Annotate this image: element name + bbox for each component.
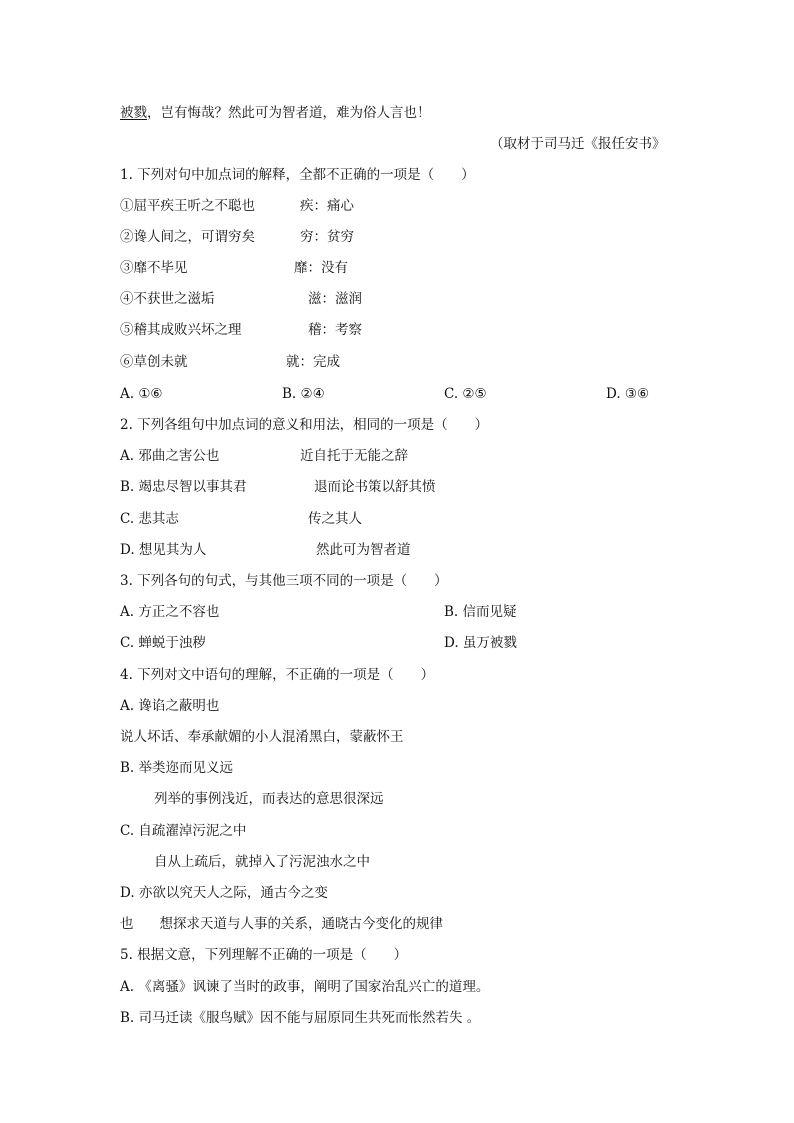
q2-option-second: 传之其人	[308, 511, 362, 527]
question-1-stem: 1. 下列对句中加点词的解释，全都不正确的一项是（ ）	[120, 167, 475, 183]
q4-option-d-explanation: 想探求天道与人事的关系，通晓古今变化的规律	[159, 916, 443, 932]
q2-option-first: B. 竭忠尽智以事其君	[120, 479, 247, 495]
q3-option-d: D. 虽万被戮	[444, 635, 517, 651]
q4-option-d-continuation	[120, 915, 443, 933]
q4-option-c: C. 自疏濯淖污泥之中	[120, 823, 247, 839]
intro-line	[120, 104, 431, 122]
q1-item-text: ①屈平疾王听之不聪也	[120, 198, 255, 214]
q2-option-first: A. 邪曲之害公也	[120, 448, 220, 464]
question-2-stem: 2. 下列各组句中加点词的意义和用法，相同的一项是（ ）	[120, 417, 489, 433]
q1-item-text: ③靡不毕见	[120, 260, 188, 276]
q1-item-gloss: 滋：滋润	[308, 291, 362, 307]
q1-item-text: ⑤稽其成败兴坏之理	[120, 322, 242, 338]
q4-option-b: B. 举类迩而见义远	[120, 760, 234, 776]
q1-item-text: ②谗人间之，可谓穷矣	[120, 229, 255, 245]
q4-option-d: D. 亦欲以究天人之际，通古今之变	[120, 885, 328, 901]
intro-underlined-word: 被戮	[120, 105, 147, 121]
q4-option-a-explanation: 说人坏话、奉承献媚的小人混淆黑白，蒙蔽怀王	[120, 729, 404, 745]
q1-item-gloss: 就：完成	[286, 354, 340, 370]
question-3-stem: 3. 下列各句的句式，与其他三项不同的一项是（ ）	[120, 573, 448, 589]
q1-item-gloss: 稽：考察	[308, 322, 362, 338]
q5-option-a: A. 《离骚》讽谏了当时的政事，阐明了国家治乱兴亡的道理。	[120, 979, 490, 995]
q5-option-b: B. 司马迁读《服鸟赋》因不能与屈原同生共死而怅然若失 。	[120, 1010, 481, 1026]
source-note: （取材于司马迁《报任安书》	[490, 136, 666, 152]
q2-option-second: 然此可为智者道	[316, 542, 411, 558]
q2-option-second: 近自托于无能之辞	[300, 448, 408, 464]
q2-option-second: 退而论书策以舒其愤	[314, 479, 436, 495]
q4-option-a: A. 谗谄之蔽明也	[120, 698, 220, 714]
q1-option-b: B. ②④	[282, 386, 325, 402]
q3-option-c: C. 蝉蜕于浊秽	[120, 635, 206, 651]
q2-option-first: C. 悲其志	[120, 511, 179, 527]
q1-item-text: ⑥草创未就	[120, 354, 188, 370]
q4-option-b-explanation: 列举的事例浅近，而表达的意思很深远	[154, 791, 384, 807]
q1-item-gloss: 靡：没有	[294, 260, 348, 276]
intro-text: ，岂有悔哉？然此可为智者道，难为俗人言也！	[147, 105, 431, 121]
q3-option-a: A. 方正之不容也	[120, 604, 220, 620]
q3-option-b: B. 信而见疑	[444, 604, 517, 620]
q2-option-first: D. 想见其为人	[120, 542, 207, 558]
q1-option-d: D. ③⑥	[606, 386, 650, 402]
q4-option-d-tail: 也	[120, 916, 134, 932]
q1-option-a: A. ①⑥	[120, 386, 163, 402]
q1-item-gloss: 穷：贫穷	[300, 229, 354, 245]
q1-item-text: ④不获世之滋垢	[120, 291, 215, 307]
question-4-stem: 4. 下列对文中语句的理解，不正确的一项是（ ）	[120, 667, 435, 683]
q1-item-gloss: 疾：痛心	[300, 198, 354, 214]
q4-option-c-explanation: 自从上疏后，就掉入了污泥浊水之中	[154, 854, 370, 870]
question-5-stem: 5. 根据文意，下列理解不正确的一项是（ ）	[120, 947, 408, 963]
q1-option-c: C. ②⑤	[444, 386, 487, 402]
